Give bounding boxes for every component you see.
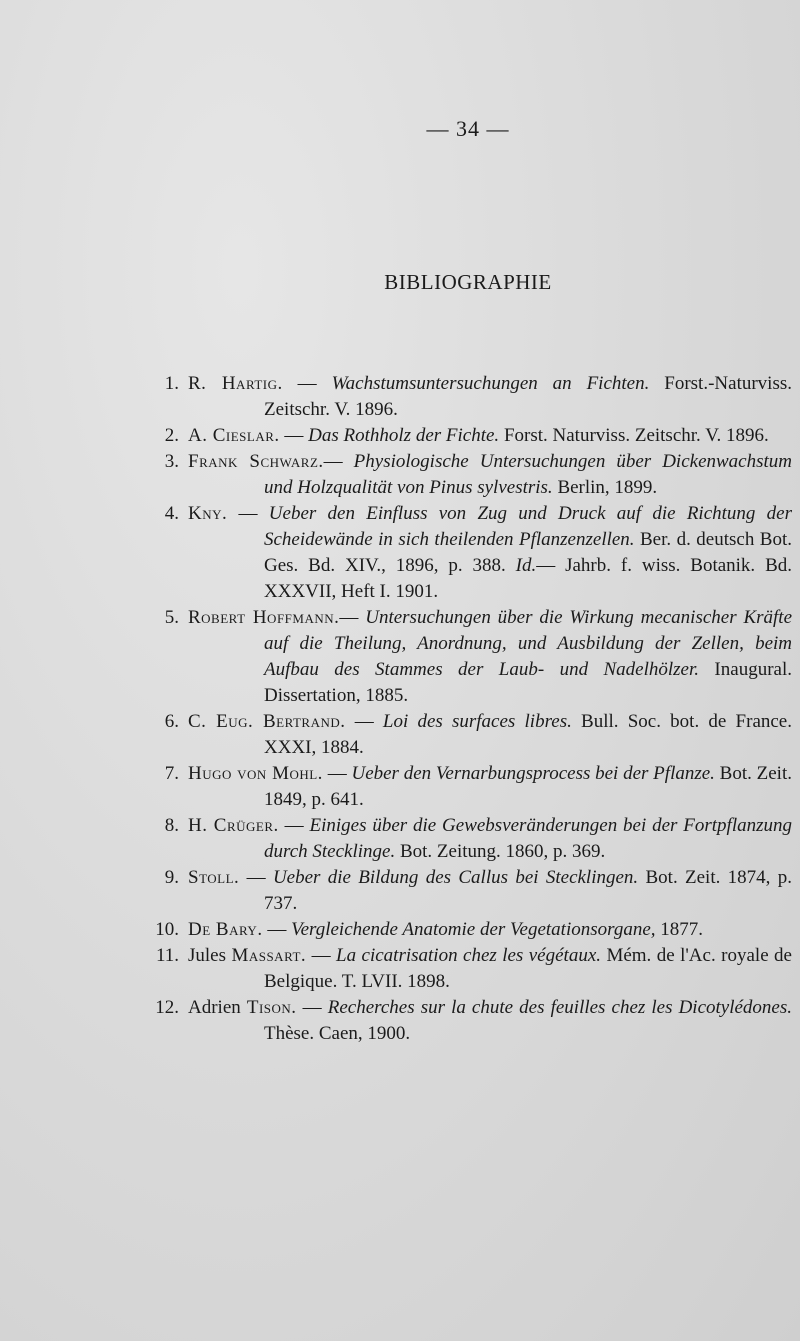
entry-author: Hugo von Mohl. <box>188 763 323 784</box>
entry-details: Thèse. Caen, 1900. <box>264 1023 411 1044</box>
entry-title-secondary: Id. <box>515 555 537 576</box>
entry-author: Frank Schwarz. <box>188 451 324 472</box>
entry-details: Bot. Zeit. 1849, p. 641. <box>264 763 792 810</box>
entry-number: 2. <box>164 425 179 446</box>
bibliography-entry <box>150 995 792 1047</box>
entry-author-firstname: Adrien <box>188 997 247 1018</box>
entry-title: Recherches sur la chute des feuilles chez les Dicotylédones. <box>327 997 793 1018</box>
bibliography-entry <box>150 501 792 605</box>
entry-number: 5. <box>164 607 179 628</box>
entry-details: Bull. Soc. bot. de France. XXXI, 1884. <box>264 711 792 758</box>
entry-title: Vergleichende Anatomie der Vegetationsorgane, <box>291 919 656 940</box>
entry-details: Forst.-Naturviss. Zeitschr. V. 1896. <box>264 373 792 420</box>
page-title: BIBLIOGRAPHIE <box>384 270 552 294</box>
entry-details: Forst. Naturviss. Zeitschr. V. 1896. <box>499 425 769 446</box>
entry-author: Tison. <box>246 997 297 1018</box>
entry-title: Ueber den Einfluss von Zug und Druck auf die Richtung der Scheidewände in sich theilenden Pflanzenzellen. <box>264 503 793 550</box>
entry-separator: — <box>282 373 332 394</box>
entry-separator: — <box>262 919 292 940</box>
entry-number: 6. <box>164 711 179 732</box>
bibliography-entry <box>150 371 792 423</box>
entry-author: Robert Hoffmann. <box>188 607 340 628</box>
entry-separator: — <box>239 867 273 888</box>
entry-separator: — <box>323 451 354 472</box>
entry-separator: — <box>322 763 352 784</box>
entry-title: Ueber die Bildung des Callus bei Stecklingen. <box>272 867 639 888</box>
entry-number: 12. <box>155 997 179 1018</box>
entry-separator: — <box>278 815 310 836</box>
bibliography-entry <box>150 761 792 813</box>
bibliography-entry <box>150 449 792 501</box>
entry-number: 11. <box>155 945 179 966</box>
entry-author: H. Crüger. <box>188 815 279 836</box>
bibliography-entry <box>150 605 792 709</box>
bibliography-entry <box>150 865 792 917</box>
entry-details: Mém. de l'Ac. royale de Belgique. T. LVII. 1898. <box>264 945 792 992</box>
entry-title: Einiges über die Gewebsveränderungen bei der Fortpflanzung durch Stecklinge. <box>264 815 793 862</box>
page-number: — 34 — <box>426 116 510 141</box>
entry-details: Bot. Zeit. 1874, p. 737. <box>264 867 793 914</box>
entry-number: 4. <box>164 503 179 524</box>
entry-separator: — <box>339 607 366 628</box>
entry-title: Ueber den Vernarbungsprocess bei der Pflanze. <box>351 763 715 784</box>
entry-author: R. Hartig. <box>188 373 283 394</box>
entry-title: Das Rothholz der Fichte. <box>308 425 500 446</box>
bibliography-entry <box>150 423 792 449</box>
entry-title: Untersuchungen über die Wirkung mecanischer Kräfte auf die Theilung, Anordnung, und Ausbildung der Zellen, beim Aufbau des Stammes der Laub- und Nadelhölzer. <box>264 607 793 680</box>
entry-details: Ber. d. deutsch Bot. Ges. Bd. XIV., 1896, p. 388. <box>264 529 792 576</box>
entry-author: Massart. <box>231 945 307 966</box>
entry-separator: — <box>227 503 269 524</box>
entry-number: 9. <box>164 867 179 888</box>
bibliography-entry <box>150 943 792 995</box>
entry-details: Bot. Zeitung. 1860, p. 369. <box>395 841 606 862</box>
entry-author: A. Cieslar. <box>188 425 280 446</box>
entry-number: 7. <box>164 763 179 784</box>
entry-details: 1877. <box>655 919 704 940</box>
entry-separator: — <box>296 997 328 1018</box>
entry-title: Physiologische Untersuchungen über Dickenwachstum und Holzqualität von Pinus sylvestris. <box>264 451 792 498</box>
entry-author: Stoll. <box>188 867 240 888</box>
entry-separator: — <box>345 711 383 732</box>
entry-title: Loi des surfaces libres. <box>382 711 572 732</box>
entry-number: 8. <box>164 815 179 836</box>
entry-author: Kny. <box>188 503 228 524</box>
entry-number: 3. <box>164 451 179 472</box>
bibliography-entry <box>150 813 792 865</box>
bibliography-list <box>150 371 792 1047</box>
entry-details: Berlin, 1899. <box>552 477 658 498</box>
bibliography-entry <box>150 709 792 761</box>
entry-author: C. Eug. Bertrand. <box>188 711 346 732</box>
entry-details-secondary: — Jahrb. f. wiss. Botanik. Bd. XXXVII, Heft I. 1901. <box>264 555 792 602</box>
entry-author: De Bary. <box>188 919 263 940</box>
entry-number: 1. <box>164 373 179 394</box>
entry-number: 10. <box>155 919 179 940</box>
entry-title: La cicatrisation chez les végétaux. <box>336 945 602 966</box>
entry-author-firstname: Jules <box>188 945 232 966</box>
entry-separator: — <box>279 425 309 446</box>
bibliography-entry <box>150 917 792 943</box>
entry-details: Inaugural. Dissertation, 1885. <box>264 659 792 706</box>
entry-separator: — <box>306 945 337 966</box>
entry-title: Wachstumsuntersuchungen an Fichten. <box>331 373 650 394</box>
